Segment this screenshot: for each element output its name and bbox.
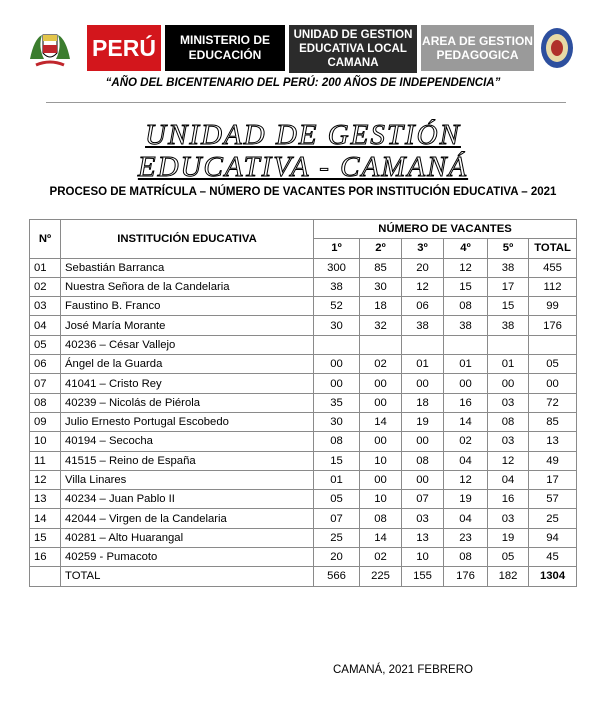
row-number: 16: [30, 548, 61, 567]
vacancy-cell: [360, 335, 402, 354]
row-number: 01: [30, 258, 61, 277]
table-row: [30, 335, 577, 354]
institution-name: 40239 – Nicolás de Piérola: [61, 393, 314, 412]
vacancy-cell: 12: [444, 470, 488, 489]
ugel-seal-icon: [540, 27, 574, 69]
vacancy-cell: 99: [529, 297, 577, 316]
table-row: [30, 393, 577, 412]
vacancy-cell: 23: [444, 528, 488, 547]
divider: [46, 102, 566, 103]
vacancy-cell: 12: [444, 258, 488, 277]
ministry-banner: MINISTERIO DE EDUCACIÓN: [165, 25, 285, 71]
vacancy-cell: 14: [360, 528, 402, 547]
vacancy-cell: 13: [529, 432, 577, 451]
row-number: 14: [30, 509, 61, 528]
vacancy-cell: 00: [360, 432, 402, 451]
vacancy-cell: 20: [314, 548, 360, 567]
vacancy-cell: 15: [488, 297, 529, 316]
table-row: [30, 528, 577, 547]
institution-name: José María Morante: [61, 316, 314, 335]
vacancy-cell: 45: [529, 548, 577, 567]
vacancy-cell: 00: [314, 355, 360, 374]
title-line-2: EDUCATIVA - CAMANÁ: [137, 151, 469, 183]
table-row: [30, 355, 577, 374]
row-number: 12: [30, 470, 61, 489]
vacancy-cell: 02: [360, 355, 402, 374]
vacancy-cell: 176: [529, 316, 577, 335]
vacancy-cell: 19: [402, 412, 444, 431]
vacancy-cell: 16: [444, 393, 488, 412]
vacancy-cell: 25: [529, 509, 577, 528]
institution-name: 40259 - Pumacoto: [61, 548, 314, 567]
row-number: 08: [30, 393, 61, 412]
table-row: [30, 297, 577, 316]
vacancy-cell: 04: [488, 470, 529, 489]
vacancy-cell: 300: [314, 258, 360, 277]
vacancy-cell: [529, 335, 577, 354]
institution-name: 41041 – Cristo Rey: [61, 374, 314, 393]
vacancy-cell: 08: [444, 548, 488, 567]
vacancy-cell: 00: [360, 393, 402, 412]
vacancy-cell: [402, 335, 444, 354]
vacancy-cell: 35: [314, 393, 360, 412]
institution-name: Julio Ernesto Portugal Escobedo: [61, 412, 314, 431]
header-banner: [0, 25, 606, 73]
vacancy-cell: 20: [402, 258, 444, 277]
vacancy-cell: 00: [488, 374, 529, 393]
vacancy-cell: 08: [444, 297, 488, 316]
col-header-grade: 4º: [444, 239, 488, 258]
institution-name: Villa Linares: [61, 470, 314, 489]
ugel-banner: UNIDAD DE GESTION EDUCATIVA LOCAL CAMANA: [289, 25, 417, 73]
peru-coat-of-arms-icon: [28, 29, 72, 69]
row-number: 06: [30, 355, 61, 374]
table-row: [30, 548, 577, 567]
vacancy-cell: 17: [488, 277, 529, 296]
institution-name: Ángel de la Guarda: [61, 355, 314, 374]
vacancy-cell: 03: [488, 393, 529, 412]
vacancy-cell: 12: [488, 451, 529, 470]
vacancy-cell: 10: [360, 451, 402, 470]
process-title: PROCESO DE MATRÍCULA – NÚMERO DE VACANTES POR INSTITUCIÓN EDUCATIVA – 2021: [49, 186, 557, 198]
vacancy-cell: 00: [360, 470, 402, 489]
table-row: [30, 451, 577, 470]
vacancy-cell: 01: [444, 355, 488, 374]
vacancy-cell: 85: [360, 258, 402, 277]
col-header-grade: 2º: [360, 239, 402, 258]
vacancy-cell: 01: [488, 355, 529, 374]
vacancy-cell: 00: [402, 470, 444, 489]
vacancy-cell: 49: [529, 451, 577, 470]
col-header-vacancies: NÚMERO DE VACANTES: [314, 220, 577, 239]
row-number: 15: [30, 528, 61, 547]
table-row: [30, 258, 577, 277]
table-row: [30, 470, 577, 489]
table-row: [30, 432, 577, 451]
col-header-grade: 5º: [488, 239, 529, 258]
col-header-grade: 3º: [402, 239, 444, 258]
institution-name: 42044 – Virgen de la Candelaria: [61, 509, 314, 528]
institution-name: 40281 – Alto Huarangal: [61, 528, 314, 547]
institution-name: 40236 – César Vallejo: [61, 335, 314, 354]
col-header-grade: 1º: [314, 239, 360, 258]
vacancy-cell: 30: [314, 412, 360, 431]
vacancy-cell: 00: [529, 374, 577, 393]
total-cell: 225: [360, 567, 402, 586]
vacancy-cell: 08: [488, 412, 529, 431]
row-number: 10: [30, 432, 61, 451]
vacancy-cell: 38: [488, 316, 529, 335]
row-number: 04: [30, 316, 61, 335]
vacancy-cell: 02: [444, 432, 488, 451]
vacancy-cell: 112: [529, 277, 577, 296]
table-row: [30, 277, 577, 296]
row-number: 03: [30, 297, 61, 316]
vacancy-cell: 00: [402, 374, 444, 393]
vacancy-cell: 08: [402, 451, 444, 470]
vacancy-cell: 30: [314, 316, 360, 335]
institution-name: Nuestra Señora de la Candelaria: [61, 277, 314, 296]
vacancy-cell: 10: [360, 490, 402, 509]
vacancy-cell: [444, 335, 488, 354]
row-number: 07: [30, 374, 61, 393]
row-number: 02: [30, 277, 61, 296]
vacancy-cell: 03: [488, 509, 529, 528]
vacancy-cell: 16: [488, 490, 529, 509]
vacancy-cell: 07: [402, 490, 444, 509]
vacancy-cell: 01: [402, 355, 444, 374]
vacancy-cell: 38: [488, 258, 529, 277]
vacancy-cell: 14: [444, 412, 488, 431]
vacancies-table: [29, 219, 577, 587]
year-motto: “AÑO DEL BICENTENARIO DEL PERÚ: 200 AÑOS DE INDEPENDENCIA”: [105, 77, 501, 89]
total-cell: 155: [402, 567, 444, 586]
vacancy-cell: 04: [444, 509, 488, 528]
col-header-institution: INSTITUCIÓN EDUCATIVA: [61, 220, 314, 259]
area-banner: AREA DE GESTION PEDAGOGICA: [421, 25, 534, 71]
vacancy-cell: 12: [402, 277, 444, 296]
vacancy-cell: 85: [529, 412, 577, 431]
vacancy-cell: 17: [529, 470, 577, 489]
peru-logo: PERÚ: [87, 25, 161, 71]
vacancy-cell: 32: [360, 316, 402, 335]
table-cell: [30, 567, 61, 586]
institution-name: 40234 – Juan Pablo II: [61, 490, 314, 509]
vacancy-cell: 02: [360, 548, 402, 567]
institution-name: Faustino B. Franco: [61, 297, 314, 316]
total-cell: 176: [444, 567, 488, 586]
vacancy-cell: 08: [360, 509, 402, 528]
vacancy-cell: 00: [314, 374, 360, 393]
vacancy-cell: 19: [488, 528, 529, 547]
vacancy-cell: 18: [360, 297, 402, 316]
total-label: TOTAL: [61, 567, 314, 586]
vacancy-cell: 72: [529, 393, 577, 412]
institution-name: 41515 – Reino de España: [61, 451, 314, 470]
table-row: [30, 490, 577, 509]
vacancy-cell: 18: [402, 393, 444, 412]
title-line-1: UNIDAD DE GESTIÓN: [145, 119, 461, 151]
grand-total-cell: 1304: [529, 567, 577, 586]
table-row: [30, 374, 577, 393]
vacancy-cell: 38: [444, 316, 488, 335]
vacancy-cell: 94: [529, 528, 577, 547]
vacancy-cell: 03: [488, 432, 529, 451]
institution-name: 40194 – Secocha: [61, 432, 314, 451]
vacancy-cell: 00: [444, 374, 488, 393]
total-row: [30, 567, 577, 586]
institution-name: Sebastián Barranca: [61, 258, 314, 277]
table-row: [30, 316, 577, 335]
vacancy-cell: [488, 335, 529, 354]
vacancy-cell: 38: [402, 316, 444, 335]
vacancy-cell: 04: [444, 451, 488, 470]
vacancy-cell: 14: [360, 412, 402, 431]
row-number: 13: [30, 490, 61, 509]
vacancy-cell: 30: [360, 277, 402, 296]
col-header-total: TOTAL: [529, 239, 577, 258]
vacancy-cell: 38: [314, 277, 360, 296]
vacancy-cell: 07: [314, 509, 360, 528]
total-cell: 182: [488, 567, 529, 586]
row-number: 09: [30, 412, 61, 431]
vacancy-cell: 05: [488, 548, 529, 567]
vacancy-cell: 01: [314, 470, 360, 489]
vacancy-cell: [314, 335, 360, 354]
place-date: CAMANÁ, 2021 FEBRERO: [333, 664, 473, 676]
vacancy-cell: 13: [402, 528, 444, 547]
table-row: [30, 412, 577, 431]
col-header-no: Nº: [30, 220, 61, 259]
row-number: 11: [30, 451, 61, 470]
table-row: [30, 509, 577, 528]
vacancy-cell: 455: [529, 258, 577, 277]
vacancy-cell: 25: [314, 528, 360, 547]
total-cell: 566: [314, 567, 360, 586]
vacancy-cell: 15: [444, 277, 488, 296]
vacancy-cell: 15: [314, 451, 360, 470]
vacancy-cell: 10: [402, 548, 444, 567]
vacancy-cell: 03: [402, 509, 444, 528]
vacancy-cell: 05: [529, 355, 577, 374]
vacancy-cell: 05: [314, 490, 360, 509]
row-number: 05: [30, 335, 61, 354]
vacancy-cell: 52: [314, 297, 360, 316]
vacancy-cell: 00: [402, 432, 444, 451]
vacancy-cell: 08: [314, 432, 360, 451]
document-title: [0, 119, 606, 183]
vacancy-cell: 00: [360, 374, 402, 393]
vacancy-cell: 06: [402, 297, 444, 316]
vacancy-cell: 19: [444, 490, 488, 509]
vacancy-cell: 57: [529, 490, 577, 509]
